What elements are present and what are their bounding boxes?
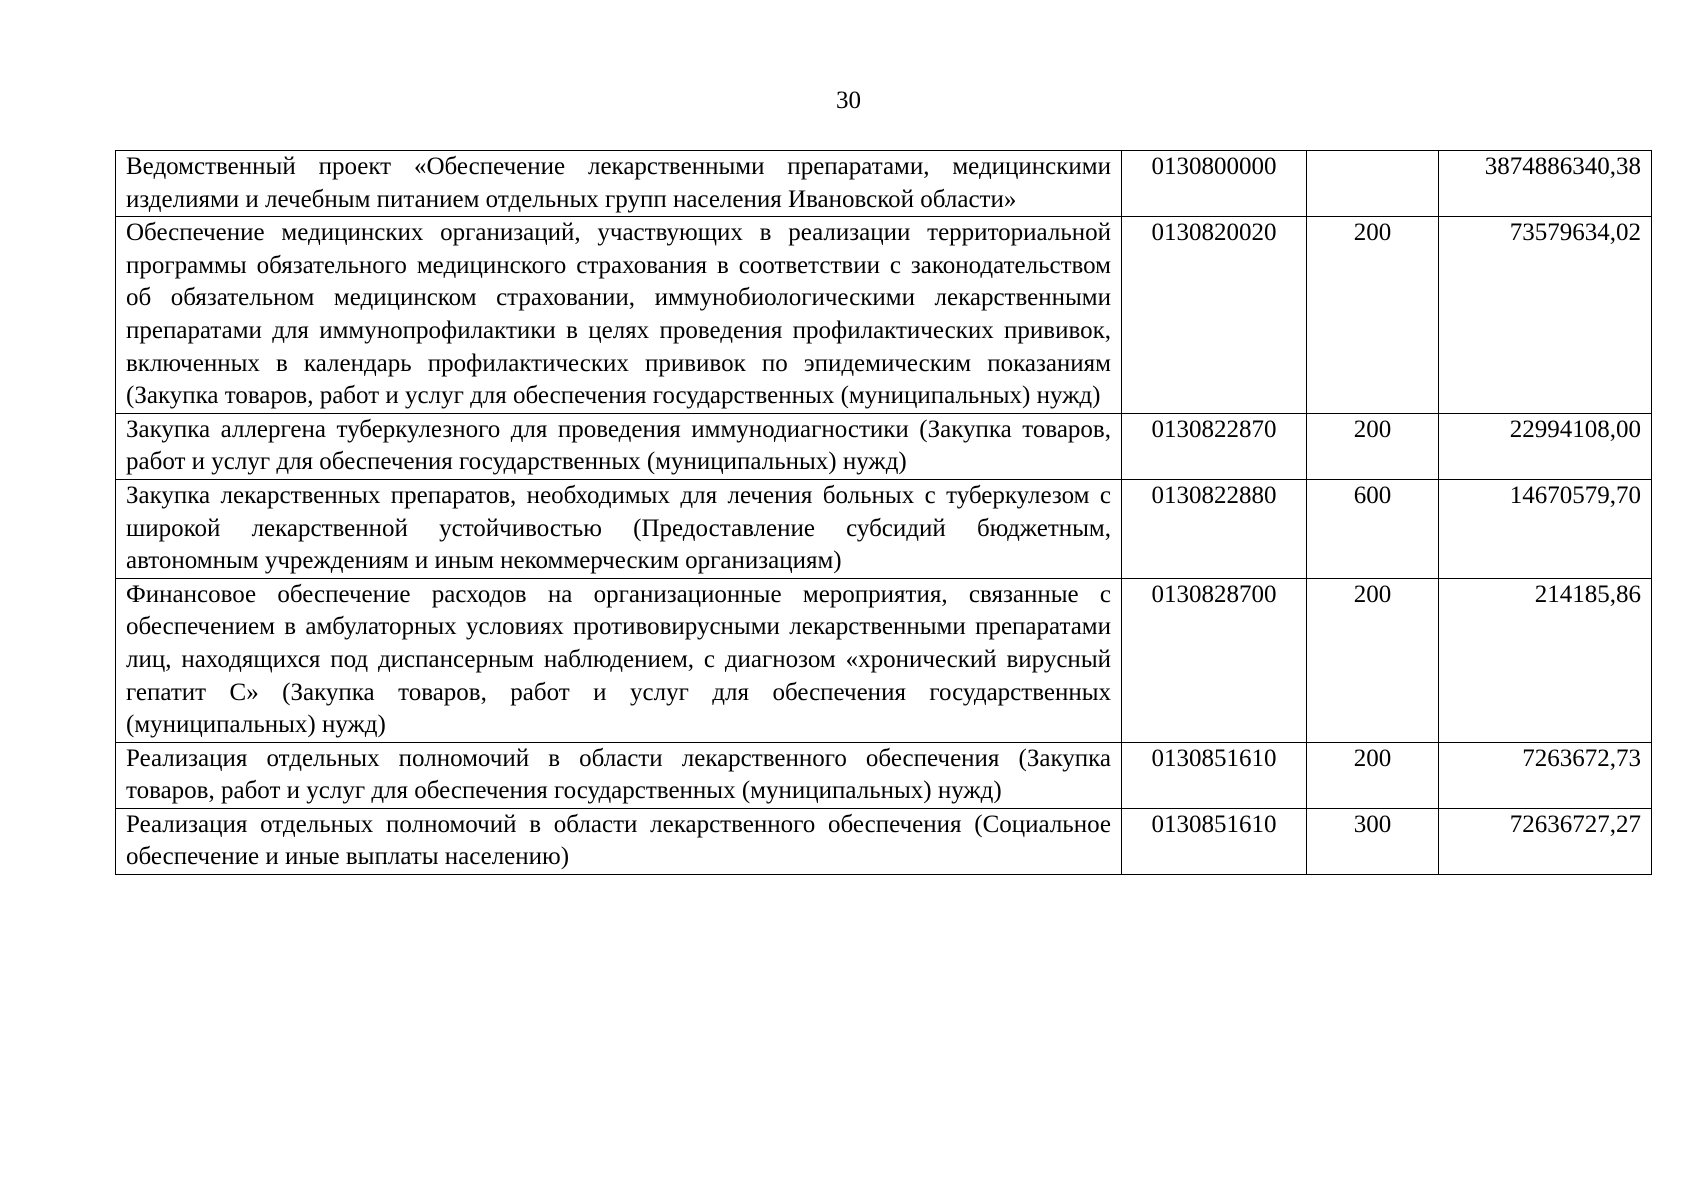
table-row	[116, 413, 1652, 479]
row-amount: 14670579,70	[1439, 479, 1652, 578]
row-expense-type: 200	[1307, 742, 1439, 808]
row-target-code: 0130820020	[1122, 217, 1307, 414]
row-expense-type: 600	[1307, 479, 1439, 578]
row-amount: 214185,86	[1439, 578, 1652, 742]
row-description: Закупка аллергена туберкулезного для проведения иммунодиагностики (Закупка товаров, работ и услуг для обеспечения государственных (муниципальных) нужд)	[116, 413, 1122, 479]
row-description: Финансовое обеспечение расходов на организационные мероприятия, связанные с обеспечением в амбулаторных условиях противовирусными лекарственными препаратами лиц, находящихся под диспансерным наблюдением, с диагнозом «хронический вирусный гепатит С» (Закупка товаров, работ и услуг для обеспечения государственных (муниципальных) нужд)	[116, 578, 1122, 742]
row-amount: 73579634,02	[1439, 217, 1652, 414]
row-expense-type: 200	[1307, 578, 1439, 742]
row-expense-type	[1307, 151, 1439, 217]
row-expense-type: 200	[1307, 413, 1439, 479]
row-description: Обеспечение медицинских организаций, участвующих в реализации территориальной программы обязательного медицинского страхования в соответствии с законодательством об обязательном медицинском страховании, иммунобиологическими лекарственными препаратами для иммунопрофилактики в целях проведения профилактических прививок, включенных в календарь профилактических прививок по эпидемическим показаниям (Закупка товаров, работ и услуг для обеспечения государственных (муниципальных) нужд)	[116, 217, 1122, 414]
row-target-code: 0130828700	[1122, 578, 1307, 742]
row-amount: 72636727,27	[1439, 808, 1652, 874]
page-number: 30	[836, 87, 861, 114]
row-amount: 3874886340,38	[1439, 151, 1652, 217]
row-expense-type: 200	[1307, 217, 1439, 414]
row-target-code: 0130822870	[1122, 413, 1307, 479]
row-target-code: 0130822880	[1122, 479, 1307, 578]
table-row	[116, 217, 1652, 414]
row-target-code: 0130851610	[1122, 808, 1307, 874]
budget-table	[115, 150, 1652, 875]
row-amount: 22994108,00	[1439, 413, 1652, 479]
row-target-code: 0130851610	[1122, 742, 1307, 808]
table-row	[116, 578, 1652, 742]
row-description: Реализация отдельных полномочий в области лекарственного обеспечения (Социальное обеспечение и иные выплаты населению)	[116, 808, 1122, 874]
row-target-code: 0130800000	[1122, 151, 1307, 217]
table-row	[116, 808, 1652, 874]
row-description: Ведомственный проект «Обеспечение лекарственными препаратами, медицинскими изделиями и лечебным питанием отдельных групп населения Ивановской области»	[116, 151, 1122, 217]
row-amount: 7263672,73	[1439, 742, 1652, 808]
table-row	[116, 151, 1652, 217]
row-expense-type: 300	[1307, 808, 1439, 874]
table-row	[116, 742, 1652, 808]
row-description: Закупка лекарственных препаратов, необходимых для лечения больных с туберкулезом с широкой лекарственной устойчивостью (Предоставление субсидий бюджетным, автономным учреждениям и иным некоммерческим организациям)	[116, 479, 1122, 578]
row-description: Реализация отдельных полномочий в области лекарственного обеспечения (Закупка товаров, работ и услуг для обеспечения государственных (муниципальных) нужд)	[116, 742, 1122, 808]
table-row	[116, 479, 1652, 578]
